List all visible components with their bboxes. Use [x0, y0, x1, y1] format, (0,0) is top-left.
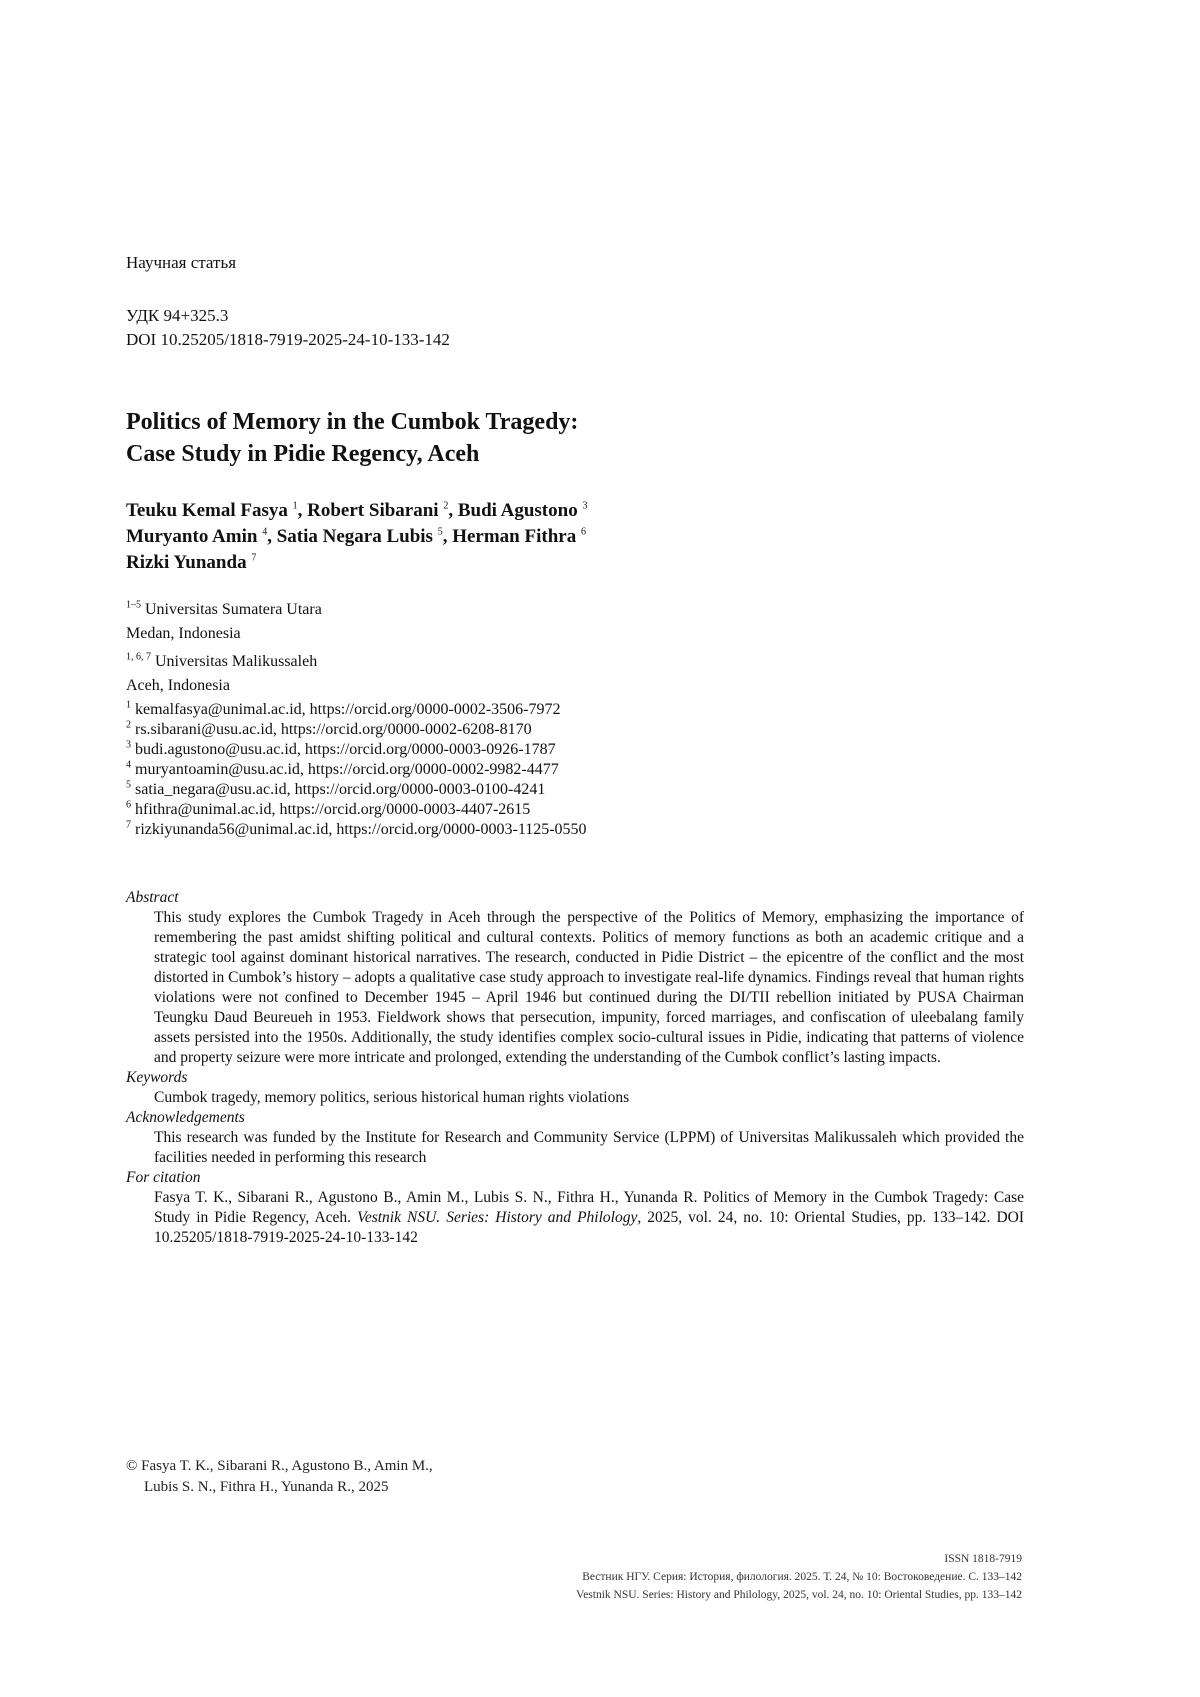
citation-authors-title: Fasya T. K., Sibarani R., Agustono B., Amin M., Lubis S. N., Fithra H., Yunanda R. Politics of Memory in the Cumbok Tragedy: Case Study in Pidie Regency, Aceh. — [154, 1189, 1024, 1226]
acknowledgements-text: This research was funded by the Institute for Research and Community Service (LPPM) of Universitas Malikussaleh which provided the facilities needed in performing this research — [154, 1129, 1024, 1166]
article-type: Научная статья — [126, 253, 237, 272]
author-name: Muryanto Amin — [126, 526, 258, 547]
author-sup: 3 — [582, 500, 588, 512]
author-sup: 4 — [262, 526, 268, 538]
article-title — [126, 406, 1026, 470]
author-name: Teuku Kemal Fasya — [126, 500, 288, 521]
contact-text[interactable]: rizkiyunanda56@unimal.ac.id, https://orcid.org/0000-0003-1125-0550 — [135, 821, 587, 838]
citation-text — [126, 1188, 1024, 1248]
author-sup: 5 — [437, 526, 443, 538]
copyright-line-2: Lubis S. N., Fithra H., Yunanda R., 2025 — [144, 1479, 389, 1495]
citation-details: , 2025, vol. 24, no. 10: Oriental Studies, pp. 133–142. DOI 10.25205/1818-7919-2025-24-10-133-142 — [154, 1209, 1025, 1246]
author-name: Robert Sibarani — [307, 500, 439, 521]
affiliation-sup: 1, 6, 7 — [126, 651, 151, 663]
author-name: Herman Fithra — [452, 526, 577, 547]
author-sup: 7 — [251, 552, 257, 564]
abstract-label: Abstract — [126, 889, 179, 906]
footer-ru: Вестник НГУ. Серия: История, филология. 2025. Т. 24, № 10: Востоковедение. С. 133–142 — [582, 1571, 1022, 1583]
abstract-section — [126, 888, 1024, 1248]
contact-sup: 4 — [126, 759, 131, 771]
affiliation-name: Universitas Malikussaleh — [155, 653, 318, 670]
udk-code: УДК 94+325.3 — [126, 306, 229, 325]
affiliation-1 — [126, 600, 1026, 620]
contact-sup: 2 — [126, 719, 131, 731]
affiliation-city: Medan, Indonesia — [126, 625, 241, 642]
affiliations — [126, 600, 1026, 696]
affiliation-name: Universitas Sumatera Utara — [145, 601, 322, 618]
author-sup: 1 — [292, 500, 298, 512]
copyright-line-1: © Fasya T. K., Sibarani R., Agustono B., Amin M., — [126, 1458, 433, 1474]
footer-issn: ISSN 1818-7919 — [944, 1553, 1022, 1565]
contact-sup: 5 — [126, 779, 131, 791]
contact-sup: 7 — [126, 819, 131, 831]
contact-text[interactable]: satia_negara@usu.ac.id, https://orcid.org/0000-0003-0100-4241 — [135, 781, 546, 798]
contact-sup: 6 — [126, 799, 131, 811]
contact-item — [126, 760, 1026, 780]
title-line-2: Case Study in Pidie Regency, Aceh — [126, 441, 480, 467]
acknowledgements-label: Acknowledgements — [126, 1109, 245, 1126]
citation-label: For citation — [126, 1169, 201, 1186]
contact-item — [126, 700, 1026, 720]
affiliation-2 — [126, 652, 1026, 672]
author-name: Rizki Yunanda — [126, 552, 247, 573]
contact-text[interactable]: hfithra@unimal.ac.id, https://orcid.org/0000-0003-4407-2615 — [135, 801, 531, 818]
keywords-label: Keywords — [126, 1069, 188, 1086]
abstract-text: This study explores the Cumbok Tragedy in Aceh through the perspective of the Politics of Memory, emphasizing the importance of remembering the past amidst shifting political and cultural contexts. Politics of memory functions as both an academic critique and a strategic tool against dominant historical narratives. The research, conducted in Pidie District – the epicentre of the conflict and the most distorted in Cumbok’s history – adopts a qualitative case study approach to investigate real-life dynamics. Findings reveal that human rights violations were not confined to December 1945 – April 1946 but continued during the DI/TII rebellion initiated by PUSA Chairman Teungku Daud Beureueh in 1953. Fieldwork shows that persecution, impunity, forced marriages, and confiscation of uleebalang family assets persisted into the 1950s. Additionally, the study identifies complex socio-cultural issues in Pidie, indicating that patterns of violence and property seizure were more intricate and prolonged, extending the understanding of the Cumbok conflict’s lasting impacts. — [154, 909, 1024, 1066]
contact-text[interactable]: muryantoamin@usu.ac.id, https://orcid.org/0000-0002-9982-4477 — [135, 761, 559, 778]
contact-item — [126, 740, 1026, 760]
contact-item — [126, 720, 1026, 740]
footer-en: Vestnik NSU. Series: History and Philology, 2025, vol. 24, no. 10: Oriental Studies, pp. 133–142 — [576, 1589, 1022, 1601]
contact-item — [126, 800, 1026, 820]
copyright — [126, 1456, 433, 1498]
author-line-3 — [126, 550, 1026, 576]
contact-text[interactable]: rs.sibarani@usu.ac.id, https://orcid.org/0000-0002-6208-8170 — [135, 721, 532, 738]
author-line-1: Teuku Kemal Fasya $^1$, Robert Sibarani $^2$, Budi Agustono $^3$ — [126, 500, 588, 521]
citation-journal: Vestnik NSU. Series: History and Philology — [357, 1209, 638, 1226]
keywords-text: Cumbok tragedy, memory politics, serious historical human rights violations — [154, 1089, 630, 1106]
affiliation-sup: 1–5 — [126, 599, 141, 611]
author-list — [126, 498, 1026, 576]
contact-item — [126, 780, 1026, 800]
title-line-1: Politics of Memory in the Cumbok Tragedy: — [126, 409, 579, 435]
contact-text[interactable]: budi.agustono@usu.ac.id, https://orcid.org/0000-0003-0926-1787 — [135, 741, 556, 758]
author-line-2: Muryanto Amin $^4$, Satia Negara Lubis $^5$, Herman Fithra $^6$ — [126, 526, 586, 547]
contact-list — [126, 700, 1026, 840]
contact-sup: 3 — [126, 739, 131, 751]
journal-footer — [322, 1550, 1022, 1604]
contact-text[interactable]: kemalfasya@unimal.ac.id, https://orcid.org/0000-0002-3506-7972 — [135, 701, 561, 718]
author-name: Budi Agustono — [457, 500, 578, 521]
author-sup: 2 — [443, 500, 449, 512]
contact-sup: 1 — [126, 699, 131, 711]
author-sup: 6 — [580, 526, 586, 538]
affiliation-city: Aceh, Indonesia — [126, 677, 230, 694]
doi-header: DOI 10.25205/1818-7919-2025-24-10-133-142 — [126, 330, 450, 349]
contact-item — [126, 820, 1026, 840]
author-name: Satia Negara Lubis — [276, 526, 433, 547]
